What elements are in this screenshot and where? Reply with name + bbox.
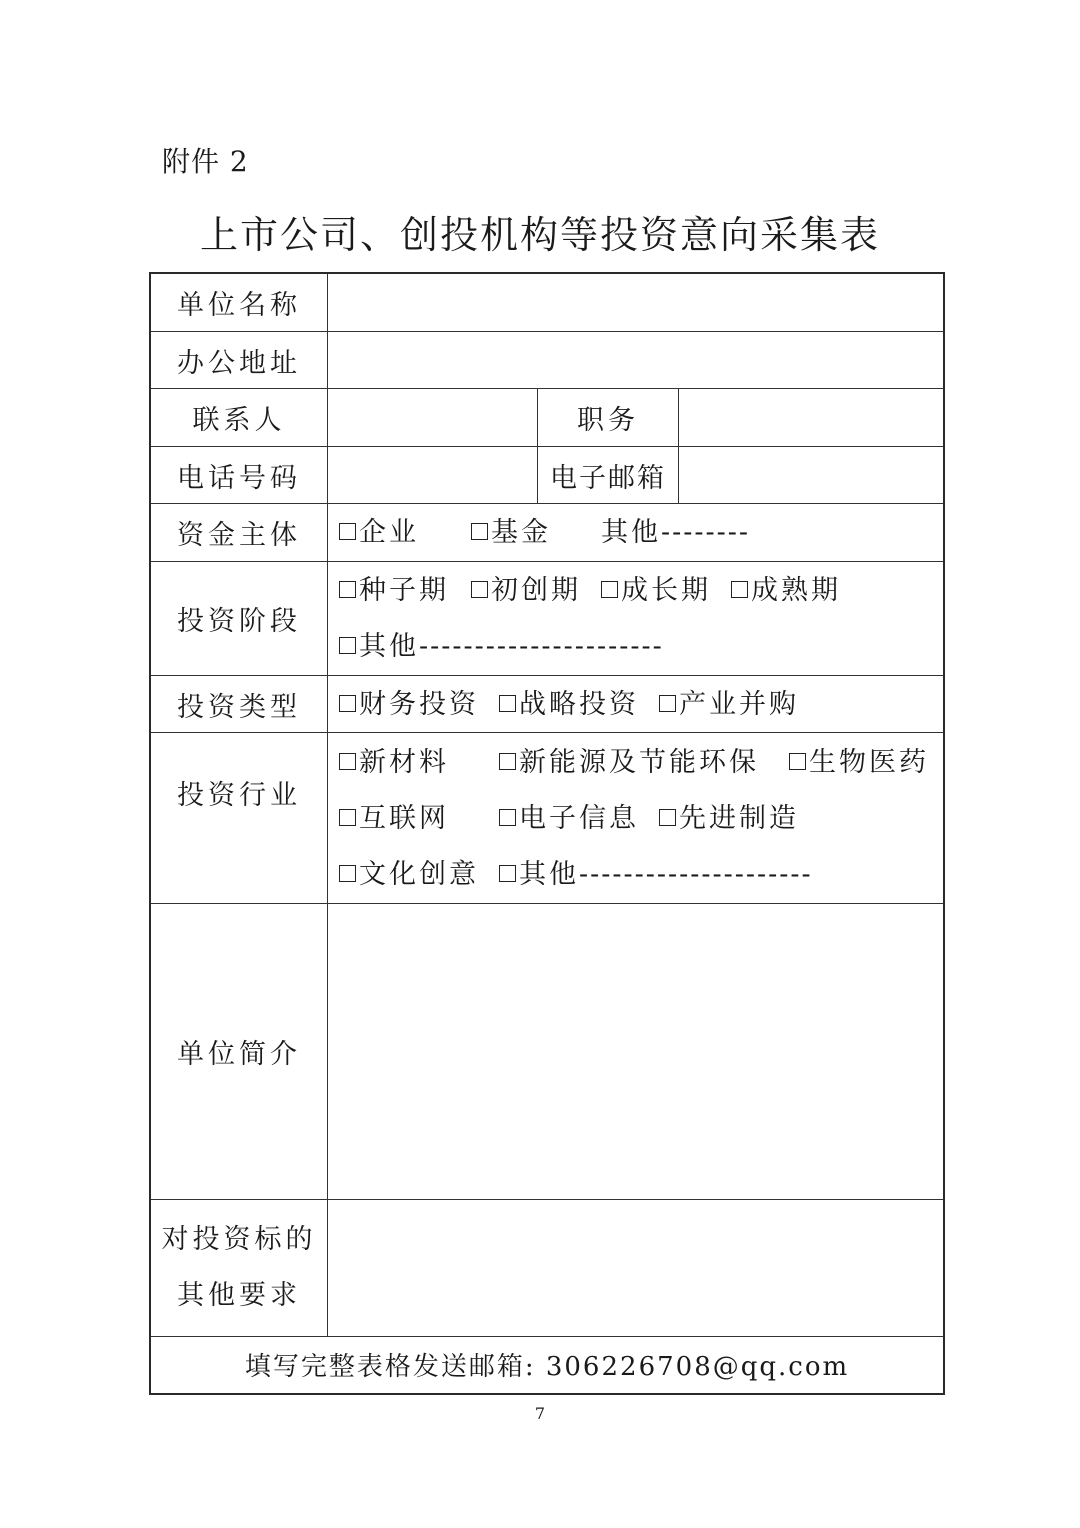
phone-label: 电话号码	[151, 447, 328, 503]
investment-industry-label: 投资行业	[151, 733, 328, 903]
page-number: 7	[534, 1404, 546, 1423]
investment-intent-form	[149, 272, 945, 1395]
checkbox-icon[interactable]	[731, 581, 748, 598]
submission-email-note: 填写完整表格发送邮箱: 306226708@qq.com	[244, 1351, 850, 1382]
option-new-energy[interactable]: 新能源及节能环保	[499, 743, 759, 783]
checkbox-icon[interactable]	[499, 809, 516, 826]
row-funding-entity	[151, 504, 943, 562]
other-industry-blank[interactable]: ---------------------	[579, 859, 813, 890]
other-stage-blank[interactable]: ----------------------	[419, 631, 664, 662]
checkbox-icon[interactable]	[601, 581, 618, 598]
phone-field[interactable]	[328, 447, 538, 503]
checkbox-icon[interactable]	[339, 809, 356, 826]
option-growth[interactable]: 成长期	[601, 571, 711, 611]
checkbox-icon[interactable]	[499, 753, 516, 770]
row-phone	[151, 447, 943, 504]
row-contact	[151, 389, 943, 447]
email-field[interactable]	[679, 447, 943, 503]
option-internet[interactable]: 互联网	[339, 799, 449, 839]
row-investment-type	[151, 676, 943, 733]
other-requirements-label-line1: 对投资标的	[161, 1224, 317, 1255]
option-fund[interactable]: 基金	[471, 513, 551, 553]
position-field[interactable]	[679, 389, 943, 446]
investment-type-label: 投资类型	[151, 676, 328, 732]
checkbox-icon[interactable]	[339, 523, 356, 540]
investment-stage-label: 投资阶段	[151, 562, 328, 675]
row-unit-name	[151, 274, 943, 332]
unit-intro-label: 单位简介	[151, 904, 328, 1199]
row-investment-stage	[151, 562, 943, 676]
office-address-field[interactable]	[328, 332, 943, 388]
contact-field[interactable]	[328, 389, 538, 446]
option-mature[interactable]: 成熟期	[731, 571, 841, 611]
checkbox-icon[interactable]	[339, 753, 356, 770]
other-requirements-label-line2: 其他要求	[177, 1280, 301, 1311]
option-strategic[interactable]: 战略投资	[499, 685, 639, 725]
position-label: 职务	[538, 389, 679, 446]
checkbox-icon[interactable]	[339, 865, 356, 882]
option-advanced-manufacturing[interactable]: 先进制造	[659, 799, 799, 839]
checkbox-icon[interactable]	[471, 581, 488, 598]
option-other-stage[interactable]: 其他----------------------	[339, 627, 664, 667]
other-requirements-field[interactable]	[328, 1200, 943, 1336]
row-unit-intro	[151, 904, 943, 1200]
option-new-materials[interactable]: 新材料	[339, 743, 449, 783]
unit-name-label: 单位名称	[151, 274, 328, 331]
funding-entity-label: 资金主体	[151, 504, 328, 561]
checkbox-icon[interactable]	[659, 809, 676, 826]
row-investment-industry	[151, 733, 943, 904]
option-financial[interactable]: 财务投资	[339, 685, 479, 725]
option-merger[interactable]: 产业并购	[659, 685, 799, 725]
checkbox-icon[interactable]	[339, 695, 356, 712]
office-address-label: 办公地址	[151, 332, 328, 388]
option-other-industry[interactable]: 其他---------------------	[499, 855, 813, 895]
contact-label: 联系人	[151, 389, 328, 446]
checkbox-icon[interactable]	[471, 523, 488, 540]
row-office-address	[151, 332, 943, 389]
other-entity-blank[interactable]: --------	[661, 517, 750, 548]
form-title: 上市公司、创投机构等投资意向采集表	[199, 213, 880, 257]
row-other-requirements	[151, 1200, 943, 1337]
checkbox-icon[interactable]	[499, 865, 516, 882]
checkbox-icon[interactable]	[339, 581, 356, 598]
option-seed[interactable]: 种子期	[339, 571, 449, 611]
email-label: 电子邮箱	[538, 447, 679, 503]
unit-name-field[interactable]	[328, 274, 943, 331]
unit-intro-field[interactable]	[328, 904, 943, 1199]
option-biomedicine[interactable]: 生物医药	[789, 743, 929, 783]
option-cultural-creative[interactable]: 文化创意	[339, 855, 479, 895]
checkbox-icon[interactable]	[659, 695, 676, 712]
option-startup[interactable]: 初创期	[471, 571, 581, 611]
attachment-label: 附件 2	[162, 145, 249, 178]
option-electronics[interactable]: 电子信息	[499, 799, 639, 839]
option-enterprise[interactable]: 企业	[339, 513, 419, 553]
checkbox-icon[interactable]	[789, 753, 806, 770]
checkbox-icon[interactable]	[339, 637, 356, 654]
checkbox-icon[interactable]	[499, 695, 516, 712]
other-requirements-label	[151, 1200, 328, 1336]
option-other-entity: 其他--------	[601, 517, 750, 548]
